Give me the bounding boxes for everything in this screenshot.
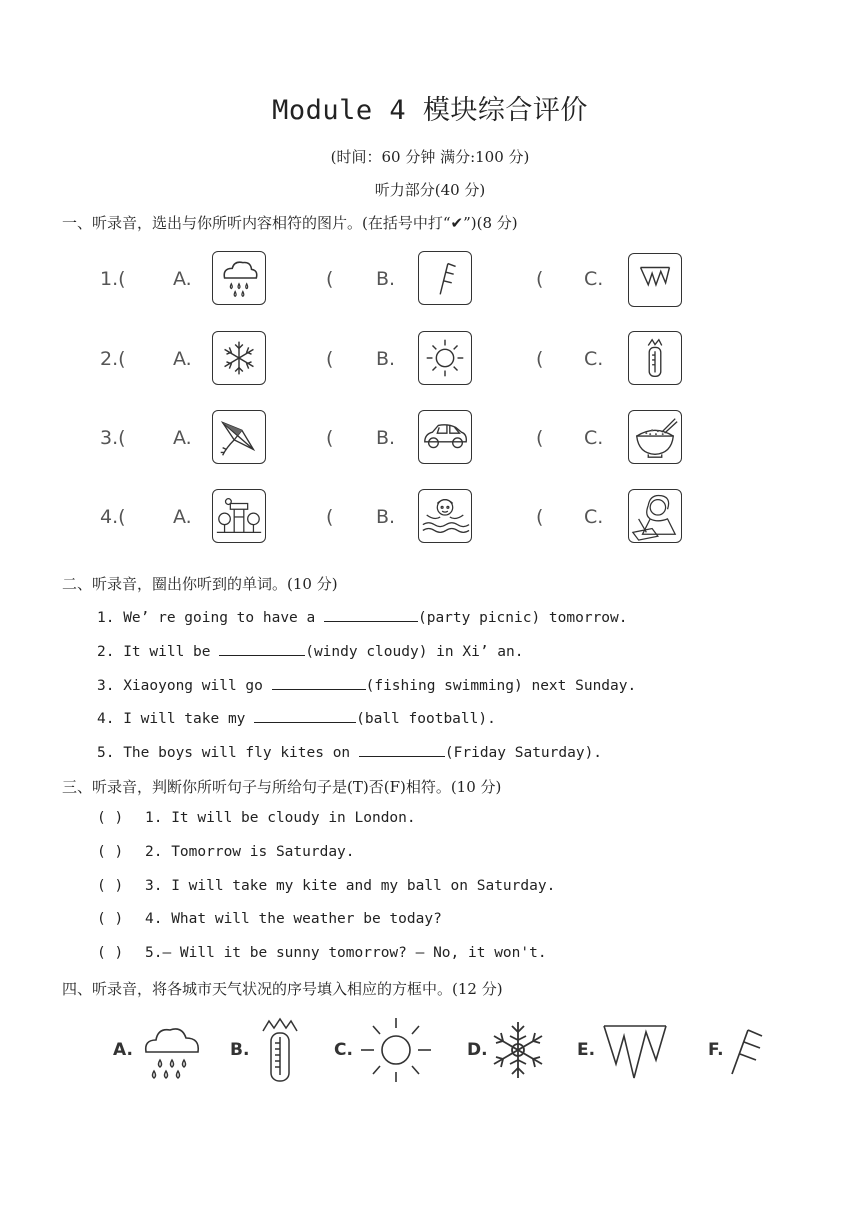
legend-label: C.	[334, 1040, 353, 1060]
item-text: (party picnic) tomorrow.	[417, 610, 628, 626]
item-text: (ball football).	[356, 711, 496, 727]
answer-parens[interactable]: ( )	[97, 911, 124, 927]
rain-cloud-icon[interactable]	[212, 251, 266, 305]
item-text: 3. I will take my kite and my ball on Saturday.	[145, 878, 556, 894]
option-label: A.	[173, 506, 192, 528]
option-label: C.	[584, 348, 604, 370]
item-text: 5. The boys will fly kites on	[97, 745, 359, 761]
answer-blank[interactable]	[254, 708, 356, 723]
true-false-item	[97, 844, 355, 860]
answer-blank[interactable]	[359, 742, 445, 757]
wind-icon[interactable]	[418, 251, 472, 305]
paren-open: (	[326, 268, 334, 290]
item-text: 3. Xiaoyong will go	[97, 678, 272, 694]
option-label: C.	[584, 268, 604, 290]
item-text: 2. Tomorrow is Saturday.	[145, 844, 355, 860]
question-number: 3.(	[100, 427, 126, 449]
paren-open: (	[536, 348, 544, 370]
car-icon[interactable]	[418, 410, 472, 464]
sun-icon	[357, 1014, 435, 1086]
page-title: Module 4 模块综合评价	[272, 95, 588, 126]
fill-blank-item	[97, 708, 496, 727]
item-text: 1. We’ re going to have a	[97, 610, 324, 626]
item-text: 5.— Will it be sunny tomorrow? — No, it won't.	[145, 945, 547, 961]
listening-part-label: 听力部分(40 分)	[374, 181, 486, 199]
legend-label: D.	[467, 1040, 488, 1060]
rice-bowl-icon[interactable]	[628, 410, 682, 464]
legend-label: A.	[113, 1040, 133, 1060]
answer-parens[interactable]: ( )	[97, 810, 124, 826]
answer-blank[interactable]	[272, 675, 366, 690]
snowflake-icon[interactable]	[212, 331, 266, 385]
ice-icon[interactable]	[628, 253, 682, 307]
section4-heading: 四、听录音，将各城市天气状况的序号填入相应的方框中。(12 分)	[62, 980, 503, 998]
item-text: (fishing swimming) next Sunday.	[365, 678, 637, 694]
option-label: A.	[173, 348, 192, 370]
question-number: 1.(	[100, 268, 126, 290]
paren-open: (	[326, 348, 334, 370]
section1-heading: 一、听录音，选出与你所听内容相符的图片。(在括号中打“✔”)(8 分)	[62, 214, 518, 232]
option-label: A.	[173, 268, 192, 290]
rain-cloud-icon	[140, 1018, 204, 1084]
option-label: B.	[376, 268, 396, 290]
option-label: C.	[584, 427, 604, 449]
question-number: 4.(	[100, 506, 126, 528]
paren-open: (	[536, 268, 544, 290]
fill-blank-item	[97, 641, 523, 660]
snowflake-icon	[486, 1018, 550, 1082]
fill-blank-item	[97, 675, 636, 694]
wind-icon	[724, 1022, 770, 1082]
option-label: A.	[173, 427, 192, 449]
legend-label: F.	[708, 1040, 724, 1060]
true-false-item	[97, 911, 442, 927]
option-label: B.	[376, 348, 396, 370]
item-text: 4. I will take my	[97, 711, 255, 727]
legend-label: E.	[577, 1040, 596, 1060]
answer-parens[interactable]: ( )	[97, 945, 124, 961]
paren-open: (	[326, 506, 334, 528]
option-label: C.	[584, 506, 604, 528]
park-icon[interactable]	[212, 489, 266, 543]
item-text: 2. It will be	[97, 644, 220, 660]
exam-meta: (时间：60 分钟 满分:100 分)	[330, 148, 530, 166]
true-false-item	[97, 810, 416, 826]
sun-icon[interactable]	[418, 331, 472, 385]
item-text: 1. It will be cloudy in London.	[145, 810, 416, 826]
thermometer-icon[interactable]	[628, 331, 682, 385]
answer-parens[interactable]: ( )	[97, 844, 124, 860]
paren-open: (	[536, 427, 544, 449]
kite-icon[interactable]	[212, 410, 266, 464]
paren-open: (	[326, 427, 334, 449]
question-number: 2.(	[100, 348, 126, 370]
answer-blank[interactable]	[324, 607, 418, 622]
option-label: B.	[376, 427, 396, 449]
thermometer-icon	[255, 1015, 305, 1085]
item-text: 4. What will the weather be today?	[145, 911, 442, 927]
fill-blank-item	[97, 607, 628, 626]
section2-heading: 二、听录音，圈出你听到的单词。(10 分)	[62, 575, 338, 593]
true-false-item	[97, 945, 547, 961]
fill-blank-item	[97, 742, 602, 761]
true-false-item	[97, 878, 555, 894]
paren-open: (	[536, 506, 544, 528]
answer-blank[interactable]	[219, 641, 305, 656]
item-text: (Friday Saturday).	[444, 745, 603, 761]
swimming-boy-icon[interactable]	[418, 489, 472, 543]
answer-parens[interactable]: ( )	[97, 878, 124, 894]
section3-heading: 三、听录音，判断你所听句子与所给句子是(T)否(F)相符。(10 分)	[62, 778, 502, 796]
writing-girl-icon[interactable]	[628, 489, 682, 543]
option-label: B.	[376, 506, 396, 528]
item-text: (windy cloudy) in Xi’ an.	[305, 644, 524, 660]
ice-icon	[600, 1020, 670, 1082]
legend-label: B.	[230, 1040, 250, 1060]
